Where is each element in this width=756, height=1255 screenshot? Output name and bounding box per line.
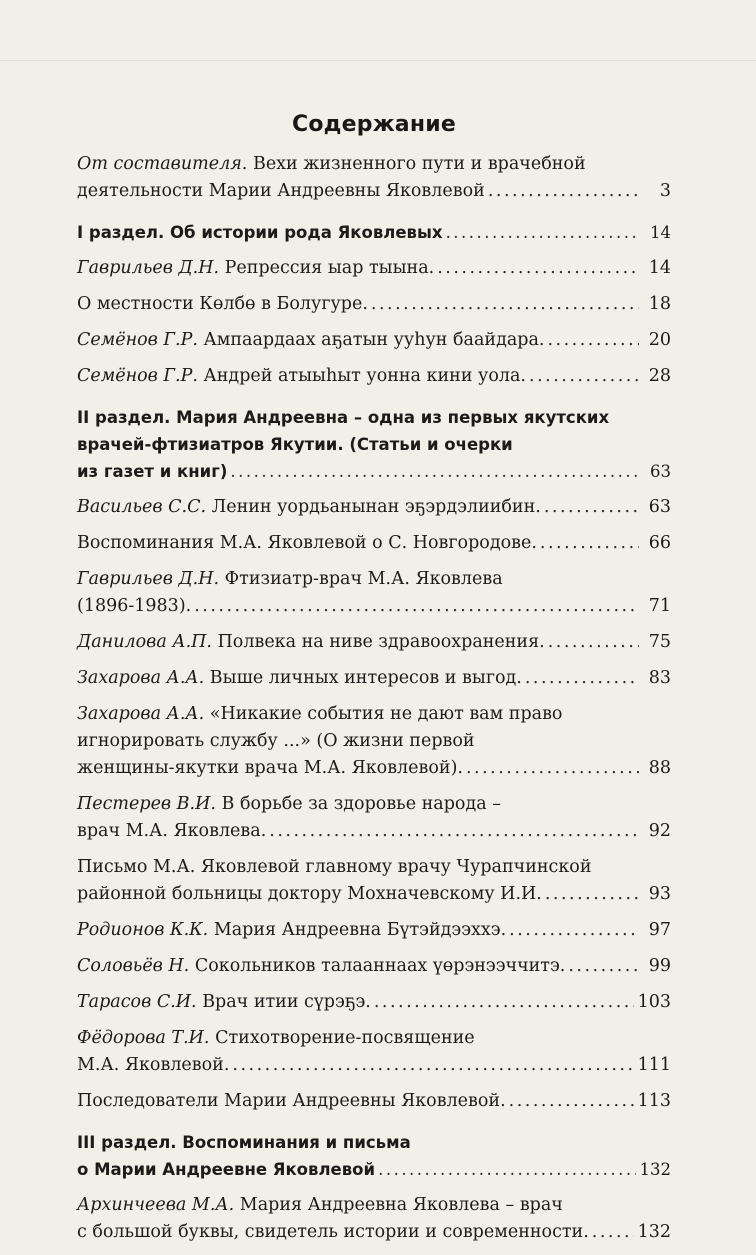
page-header-rule bbox=[0, 60, 756, 61]
toc-entry-title: Врач итии сүрэҕэ. bbox=[202, 992, 371, 1012]
dot-leader bbox=[371, 291, 639, 318]
toc-entry-title: деятельности Марии Андреевны Яковлевой bbox=[77, 181, 485, 201]
toc-entry bbox=[77, 530, 671, 557]
toc-entry-author: Тарасов С.И. bbox=[77, 992, 197, 1012]
toc-entry-page-number: 132 bbox=[637, 1222, 671, 1242]
toc-entry-author: Родионов К.К. bbox=[77, 920, 209, 940]
toc-entry-title: I раздел. Об истории рода Яковлевых bbox=[77, 223, 443, 242]
dot-leader bbox=[509, 917, 639, 944]
toc-entry bbox=[77, 255, 671, 282]
toc-entry bbox=[77, 1192, 671, 1246]
toc-entry-title: районной больницы доктору Мохначевскому И.И. bbox=[77, 884, 542, 904]
toc-entry-line bbox=[77, 151, 671, 178]
dot-leader bbox=[488, 178, 639, 205]
toc-entry-title: из газет и книг) bbox=[77, 462, 228, 481]
dot-leader bbox=[437, 255, 639, 282]
toc-entry bbox=[77, 953, 671, 980]
toc-entry-line bbox=[77, 917, 671, 944]
toc-entry-author: Семёнов Г.Р. bbox=[77, 366, 198, 386]
toc-entry-page-number: 14 bbox=[650, 223, 671, 242]
toc-entry bbox=[77, 363, 671, 390]
dot-leader bbox=[232, 1052, 633, 1079]
toc-entry bbox=[77, 151, 671, 205]
toc-entry-title: Полвека на ниве здравоохранения. bbox=[217, 632, 545, 652]
toc-entry-title: Репрессия ыар тыына. bbox=[224, 258, 435, 278]
toc-entry-title: Фтизиатр-врач М.А. Яковлева bbox=[224, 569, 503, 589]
toc-entry-title: Письмо М.А. Яковлевой главному врачу Чурапчинской bbox=[77, 857, 592, 877]
toc-entry bbox=[77, 494, 671, 521]
dot-leader bbox=[446, 219, 639, 246]
toc-entry-page-number: 99 bbox=[648, 956, 671, 976]
toc-entry-title: врач М.А. Яковлева. bbox=[77, 821, 267, 841]
toc-entry-title: Андрей атыыһыт уонна кини уола. bbox=[203, 366, 526, 386]
table-of-contents bbox=[77, 112, 671, 1255]
toc-entry-author: Пестерев В.И. bbox=[77, 794, 216, 814]
toc-entry-page-number: 83 bbox=[648, 668, 671, 688]
toc-entry bbox=[77, 566, 671, 620]
toc-entry-title: Ампаардаах аҕатын ууһун баайдара. bbox=[203, 330, 545, 350]
toc-entry-author: Гаврильев Д.Н. bbox=[77, 569, 220, 589]
dot-leader bbox=[547, 327, 639, 354]
toc-entry-line bbox=[77, 458, 671, 485]
toc-entry-title: М.А. Яковлевой. bbox=[77, 1055, 230, 1075]
toc-entry-page-number: 63 bbox=[648, 497, 671, 517]
toc-entry-line bbox=[77, 791, 671, 818]
toc-entry-line bbox=[77, 255, 671, 282]
page-title: Содержание bbox=[292, 112, 456, 137]
toc-entry-line bbox=[77, 728, 671, 755]
toc-entry-title: Выше личных интересов и выгод. bbox=[209, 668, 522, 688]
toc-entry-line bbox=[77, 431, 671, 458]
toc-entry-page-number: 20 bbox=[648, 330, 671, 350]
toc-entry-page-number: 132 bbox=[639, 1160, 671, 1179]
toc-entry-line bbox=[77, 566, 671, 593]
dot-leader bbox=[540, 530, 639, 557]
dot-leader bbox=[378, 1156, 635, 1183]
toc-entry-line bbox=[77, 755, 671, 782]
toc-entry-title: Сокольников талааннаах үөрэнээччитэ. bbox=[194, 956, 566, 976]
toc-entry bbox=[77, 989, 671, 1016]
toc-entry-line bbox=[77, 494, 671, 521]
toc-entry-title: Мария Андреевна Яковлева – врач bbox=[239, 1195, 563, 1215]
toc-entry-page-number: 66 bbox=[648, 533, 671, 553]
toc-entry bbox=[77, 1025, 671, 1079]
toc-section-heading bbox=[77, 219, 671, 246]
toc-entry-line bbox=[77, 989, 671, 1016]
toc-entry bbox=[77, 917, 671, 944]
toc-entry-line bbox=[77, 1156, 671, 1183]
toc-entry-title: о Марии Андреевне Яковлевой bbox=[77, 1160, 376, 1179]
toc-entry-author: Соловьёв Н. bbox=[77, 956, 190, 976]
toc-entry-title: «Никакие события не дают вам право bbox=[209, 704, 563, 724]
dot-leader bbox=[269, 818, 639, 845]
toc-entry-title: III раздел. Воспоминания и письма bbox=[77, 1133, 411, 1152]
toc-entry-line bbox=[77, 530, 671, 557]
toc-entry-page-number: 111 bbox=[637, 1055, 671, 1075]
toc-entry-title: Мария Андреевна Бүтэйдээххэ. bbox=[213, 920, 507, 940]
toc-section-heading bbox=[77, 1129, 671, 1183]
toc-entry-line bbox=[77, 1025, 671, 1052]
toc-entry-title: Стихотворение-посвящение bbox=[215, 1028, 475, 1048]
toc-entry-page-number: 103 bbox=[637, 992, 671, 1012]
toc-entry-line bbox=[77, 665, 671, 692]
toc-entry-author: Данилова А.П. bbox=[77, 632, 212, 652]
toc-entry-title: Последователи Марии Андреевны Яковлевой. bbox=[77, 1091, 506, 1111]
toc-entry-line bbox=[77, 818, 671, 845]
toc-entry-line bbox=[77, 363, 671, 390]
toc-entry-page-number: 71 bbox=[648, 596, 671, 616]
toc-entry-author: Захарова А.А. bbox=[77, 704, 205, 724]
toc-entry-page-number: 28 bbox=[648, 366, 671, 386]
toc-entry-title: женщины-якутки врача М.А. Яковлевой). bbox=[77, 758, 463, 778]
toc-entry-line bbox=[77, 854, 671, 881]
toc-entry-page-number: 93 bbox=[648, 884, 671, 904]
toc-entry-author: Гаврильев Д.Н. bbox=[77, 258, 220, 278]
toc-entry-title: В борьбе за здоровье народа – bbox=[221, 794, 501, 814]
toc-entry-line bbox=[77, 291, 671, 318]
toc-entry-line bbox=[77, 1219, 671, 1246]
toc-entry-line bbox=[77, 701, 671, 728]
toc-entry-title: О местности Көлбө в Болугуре. bbox=[77, 294, 368, 314]
toc-entry-title: Воспоминания М.А. Яковлевой о С. Новгородове. bbox=[77, 533, 537, 553]
toc-entry-line bbox=[77, 593, 671, 620]
toc-entry-line bbox=[77, 1192, 671, 1219]
toc-entry-line bbox=[77, 1052, 671, 1079]
dot-leader bbox=[544, 494, 639, 521]
toc-entry-title: II раздел. Мария Андреевна – одна из первых якутских bbox=[77, 408, 610, 427]
toc-entry-title: игнорировать службу ...» (О жизни первой bbox=[77, 731, 475, 751]
toc-entry-page-number: 14 bbox=[648, 258, 671, 278]
dot-leader bbox=[568, 953, 639, 980]
toc-entry bbox=[77, 1088, 671, 1115]
toc-entry-author: Архинчеева М.А. bbox=[77, 1195, 235, 1215]
toc-entry-page-number: 3 bbox=[659, 181, 671, 201]
dot-leader bbox=[529, 363, 639, 390]
dot-leader bbox=[230, 458, 639, 485]
toc-entry-author: От составителя. bbox=[77, 154, 248, 174]
toc-entry-line bbox=[77, 327, 671, 354]
toc-entry-page-number: 92 bbox=[648, 821, 671, 841]
toc-entry-page-number: 97 bbox=[648, 920, 671, 940]
toc-entry-title: врачей-фтизиатров Якутии. (Статьи и очерки bbox=[77, 435, 513, 454]
dot-leader bbox=[548, 629, 639, 656]
toc-entry-author: Семёнов Г.Р. bbox=[77, 330, 198, 350]
toc-entry bbox=[77, 327, 671, 354]
dot-leader bbox=[592, 1219, 634, 1246]
toc-entry-line bbox=[77, 219, 671, 246]
toc-entry-page-number: 18 bbox=[648, 294, 671, 314]
toc-entry-author: Васильев С.С. bbox=[77, 497, 207, 517]
toc-entry-list bbox=[77, 151, 671, 1246]
toc-entry-page-number: 63 bbox=[650, 462, 671, 481]
toc-entry-title: Вехи жизненного пути и врачебной bbox=[252, 154, 586, 174]
toc-entry-author: Захарова А.А. bbox=[77, 668, 205, 688]
toc-section-heading bbox=[77, 404, 671, 485]
toc-entry-page-number: 88 bbox=[648, 758, 671, 778]
toc-entry bbox=[77, 629, 671, 656]
toc-entry bbox=[77, 291, 671, 318]
toc-entry-line bbox=[77, 1129, 671, 1156]
dot-leader bbox=[525, 665, 639, 692]
toc-entry-line bbox=[77, 178, 671, 205]
toc-entry-line bbox=[77, 1088, 671, 1115]
dot-leader bbox=[374, 989, 634, 1016]
toc-entry-title: с большой буквы, свидетель истории и современности. bbox=[77, 1222, 589, 1242]
toc-entry-line bbox=[77, 953, 671, 980]
toc-entry bbox=[77, 854, 671, 908]
dot-leader bbox=[466, 755, 639, 782]
toc-entry-line bbox=[77, 404, 671, 431]
toc-entry bbox=[77, 791, 671, 845]
toc-entry bbox=[77, 665, 671, 692]
dot-leader bbox=[194, 593, 639, 620]
toc-entry-line bbox=[77, 881, 671, 908]
toc-entry-page-number: 75 bbox=[648, 632, 671, 652]
dot-leader bbox=[545, 881, 639, 908]
toc-entry-author: Фёдорова Т.И. bbox=[77, 1028, 210, 1048]
toc-entry-title: Ленин уордьанынан эҕэрдэлиибин. bbox=[211, 497, 541, 517]
dot-leader bbox=[509, 1088, 634, 1115]
toc-entry-line bbox=[77, 629, 671, 656]
toc-entry-title: (1896-1983). bbox=[77, 596, 192, 616]
toc-entry-page-number: 113 bbox=[637, 1091, 671, 1111]
toc-entry bbox=[77, 701, 671, 782]
